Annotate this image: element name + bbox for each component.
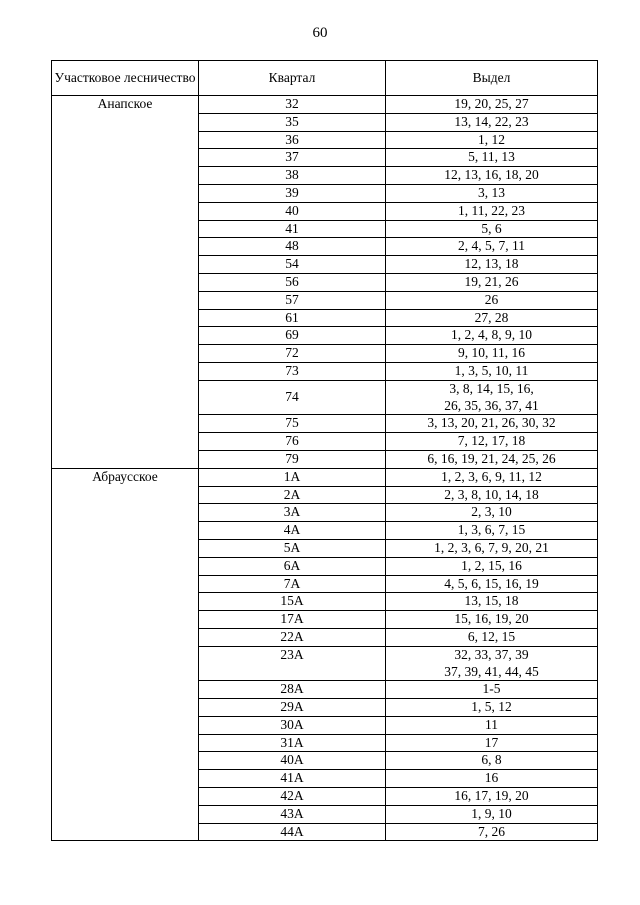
section-line: 2, 3, 10 bbox=[471, 504, 512, 520]
section-cell bbox=[386, 433, 598, 451]
quarter-cell: 35 bbox=[199, 113, 386, 131]
section-line: 1, 2, 15, 16 bbox=[461, 557, 522, 573]
section-line: 2, 4, 5, 7, 11 bbox=[458, 238, 525, 254]
quarter-cell: 28А bbox=[199, 681, 386, 699]
quarter-cell: 31А bbox=[199, 734, 386, 752]
section-cell bbox=[386, 256, 598, 274]
section-line: 19, 20, 25, 27 bbox=[454, 96, 529, 111]
section-line: 7, 26 bbox=[478, 823, 505, 839]
section-cell bbox=[386, 415, 598, 433]
section-cell bbox=[386, 273, 598, 291]
quarter-cell: 72 bbox=[199, 345, 386, 363]
quarter-cell: 41А bbox=[199, 770, 386, 788]
quarter-cell: 61 bbox=[199, 309, 386, 327]
section-cell bbox=[386, 309, 598, 327]
quarter-cell: 32 bbox=[199, 96, 386, 114]
section-cell bbox=[386, 646, 598, 681]
section-line: 5, 11, 13 bbox=[468, 149, 515, 165]
section-line: 32, 33, 37, 39 bbox=[454, 646, 529, 662]
section-line: 1, 3, 6, 7, 15 bbox=[457, 522, 526, 538]
section-line: 37, 39, 41, 44, 45 bbox=[444, 663, 539, 679]
quarter-cell: 69 bbox=[199, 327, 386, 345]
quarter-cell: 74 bbox=[199, 380, 386, 415]
section-line: 26 bbox=[484, 291, 499, 307]
section-line: 1-5 bbox=[482, 681, 501, 697]
section-line: 27, 28 bbox=[474, 309, 509, 325]
section-cell bbox=[386, 611, 598, 629]
section-cell bbox=[386, 628, 598, 646]
quarter-cell: 41 bbox=[199, 220, 386, 238]
section-cell bbox=[386, 504, 598, 522]
section-cell bbox=[386, 539, 598, 557]
section-cell bbox=[386, 184, 598, 202]
table-header-row bbox=[52, 61, 598, 96]
quarter-cell: 48 bbox=[199, 238, 386, 256]
section-cell bbox=[386, 716, 598, 734]
section-cell bbox=[386, 167, 598, 185]
section-line: 1, 2, 3, 6, 7, 9, 20, 21 bbox=[434, 539, 549, 555]
section-line: 4, 5, 6, 15, 16, 19 bbox=[444, 575, 539, 591]
section-line: 13, 15, 18 bbox=[464, 593, 519, 609]
quarter-cell: 57 bbox=[199, 291, 386, 309]
quarter-cell: 40А bbox=[199, 752, 386, 770]
section-line: 2, 3, 8, 10, 14, 18 bbox=[444, 486, 539, 502]
quarter-cell: 44А bbox=[199, 823, 386, 841]
quarter-cell: 42А bbox=[199, 788, 386, 806]
quarter-cell: 79 bbox=[199, 450, 386, 468]
section-cell bbox=[386, 752, 598, 770]
section-cell bbox=[386, 291, 598, 309]
section-line: 11 bbox=[485, 716, 498, 732]
header-section: Выдел bbox=[386, 61, 598, 96]
section-cell bbox=[386, 327, 598, 345]
section-cell bbox=[386, 823, 598, 841]
section-line: 19, 21, 26 bbox=[464, 273, 519, 289]
section-cell bbox=[386, 450, 598, 468]
section-cell bbox=[386, 486, 598, 504]
forestry-name: Анапское bbox=[52, 96, 199, 469]
forestry-name: Абраусское bbox=[52, 468, 199, 841]
section-line: 1, 12 bbox=[478, 131, 505, 147]
section-cell bbox=[386, 345, 598, 363]
quarter-cell: 1А bbox=[199, 468, 386, 486]
quarter-cell: 76 bbox=[199, 433, 386, 451]
section-line: 12, 13, 18 bbox=[464, 256, 519, 272]
section-line: 6, 12, 15 bbox=[467, 628, 516, 644]
quarter-cell: 5А bbox=[199, 539, 386, 557]
quarter-cell: 29А bbox=[199, 699, 386, 717]
section-line: 1, 9, 10 bbox=[471, 805, 512, 821]
table-row bbox=[52, 468, 598, 486]
quarter-cell: 6А bbox=[199, 557, 386, 575]
section-line: 15, 16, 19, 20 bbox=[454, 611, 529, 627]
section-line: 1, 3, 5, 10, 11 bbox=[454, 362, 529, 378]
forestry-table bbox=[51, 60, 598, 841]
section-cell bbox=[386, 681, 598, 699]
table-body bbox=[52, 96, 598, 841]
section-line: 16, 17, 19, 20 bbox=[454, 788, 529, 804]
quarter-cell: 38 bbox=[199, 167, 386, 185]
section-line: 1, 2, 3, 6, 9, 11, 12 bbox=[441, 468, 542, 484]
section-cell bbox=[386, 788, 598, 806]
quarter-cell: 40 bbox=[199, 202, 386, 220]
section-cell bbox=[386, 380, 598, 415]
section-cell bbox=[386, 575, 598, 593]
quarter-cell: 56 bbox=[199, 273, 386, 291]
quarter-cell: 43А bbox=[199, 805, 386, 823]
section-line: 6, 16, 19, 21, 24, 25, 26 bbox=[427, 450, 556, 466]
quarter-cell: 22А bbox=[199, 628, 386, 646]
section-line: 16 bbox=[484, 770, 499, 786]
section-cell bbox=[386, 238, 598, 256]
section-cell bbox=[386, 699, 598, 717]
quarter-cell: 30А bbox=[199, 716, 386, 734]
quarter-cell: 4А bbox=[199, 522, 386, 540]
section-cell bbox=[386, 593, 598, 611]
section-line: 6, 8 bbox=[481, 752, 502, 768]
page-number: 60 bbox=[312, 25, 328, 41]
section-cell bbox=[386, 734, 598, 752]
quarter-cell: 37 bbox=[199, 149, 386, 167]
section-cell bbox=[386, 220, 598, 238]
section-line: 13, 14, 22, 23 bbox=[454, 113, 529, 129]
section-cell bbox=[386, 113, 598, 131]
section-cell bbox=[386, 362, 598, 380]
quarter-cell: 3А bbox=[199, 504, 386, 522]
section-line: 3, 8, 14, 15, 16, bbox=[449, 380, 534, 396]
header-forestry: Участковое лесничество bbox=[52, 61, 199, 96]
section-line: 9, 10, 11, 16 bbox=[458, 345, 525, 361]
section-cell bbox=[386, 468, 598, 486]
table-row bbox=[52, 96, 598, 114]
quarter-cell: 39 bbox=[199, 184, 386, 202]
section-line: 1, 5, 12 bbox=[471, 699, 512, 715]
quarter-cell: 73 bbox=[199, 362, 386, 380]
quarter-cell: 17А bbox=[199, 611, 386, 629]
section-line: 26, 35, 36, 37, 41 bbox=[444, 397, 539, 413]
section-line: 1, 11, 22, 23 bbox=[458, 202, 525, 218]
section-line: 5, 6 bbox=[481, 220, 502, 236]
header-quarter: Квартал bbox=[199, 61, 386, 96]
section-line: 17 bbox=[484, 734, 499, 750]
section-cell bbox=[386, 202, 598, 220]
section-cell bbox=[386, 770, 598, 788]
section-cell bbox=[386, 557, 598, 575]
section-line: 1, 2, 4, 8, 9, 10 bbox=[451, 327, 532, 343]
section-cell bbox=[386, 131, 598, 149]
section-cell bbox=[386, 149, 598, 167]
section-line: 3, 13, 20, 21, 26, 30, 32 bbox=[427, 415, 556, 431]
quarter-cell: 75 bbox=[199, 415, 386, 433]
section-line: 7, 12, 17, 18 bbox=[457, 433, 526, 449]
quarter-cell: 7А bbox=[199, 575, 386, 593]
section-line: 3, 13 bbox=[478, 184, 505, 200]
section-cell bbox=[386, 96, 598, 114]
quarter-cell: 2А bbox=[199, 486, 386, 504]
quarter-cell: 36 bbox=[199, 131, 386, 149]
section-line: 12, 13, 16, 18, 20 bbox=[444, 167, 539, 183]
section-cell bbox=[386, 522, 598, 540]
quarter-cell: 54 bbox=[199, 256, 386, 274]
quarter-cell: 15А bbox=[199, 593, 386, 611]
quarter-cell: 23А bbox=[199, 646, 386, 681]
section-cell bbox=[386, 805, 598, 823]
